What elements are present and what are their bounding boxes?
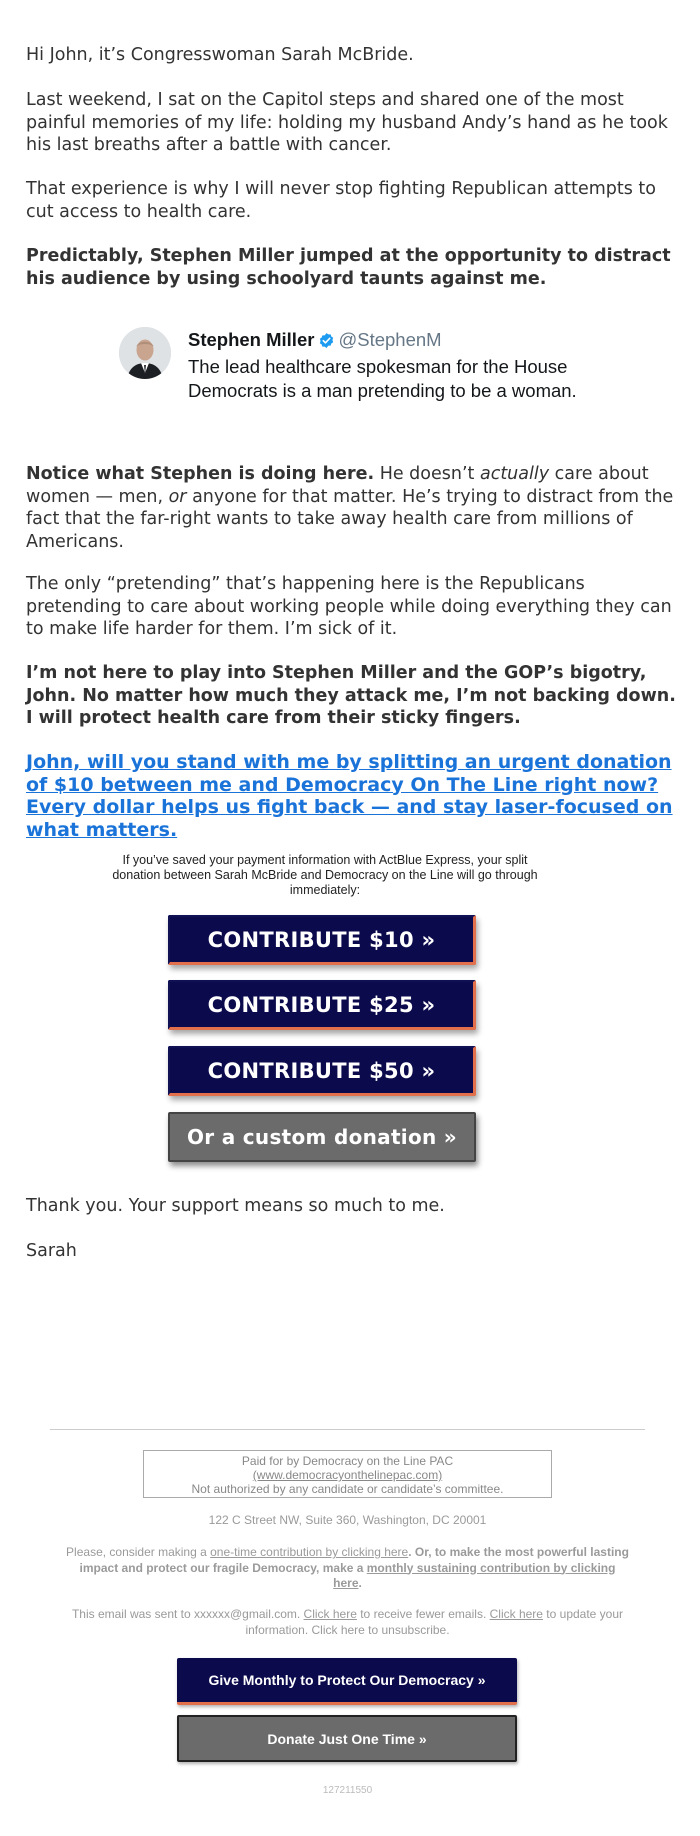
notice-text-2: care about women — men,	[26, 464, 649, 507]
avatar	[119, 327, 171, 379]
email-text-1: This email was sent to xxxxxx@gmail.com.	[71, 1607, 304, 1621]
donate-one-time-button[interactable]: Donate Just One Time »	[177, 1715, 517, 1762]
notice-italic-1: actually	[479, 464, 550, 484]
paragraph-not-backing-down: I’m not here to play into Stephen Miller and the GOP’s bigotry, John. No matter how much they attack me, I’m not backing down. I will protect health care from their sticky fingers.	[26, 663, 676, 728]
tweet-text: The lead healthcare spokesman for the House Democrats is a man pretending to be a woman.	[188, 356, 577, 401]
give-monthly-button[interactable]: Give Monthly to Protect Our Democracy »	[177, 1658, 517, 1705]
greeting: Hi John, it’s Congresswoman Sarah McBride.	[26, 45, 414, 65]
notice-text-3: anyone for that matter. He’s trying to distract from the fact that the far-right wants to take away health care from millions of Americans.	[26, 486, 674, 552]
paid-for-line: Paid for by Democracy on the Line PAC	[241, 1454, 454, 1468]
notice-italic-2: or	[168, 486, 187, 507]
paragraph-predictably: Predictably, Stephen Miller jumped at the opportunity to distract his audience by using schoolyard taunts against me.	[26, 246, 671, 289]
thank-you: Thank you. Your support means so much to me.	[26, 1196, 445, 1216]
email-text-3: to update your information. Click here to unsubscribe.	[245, 1607, 624, 1637]
one-time-contribution-link[interactable]: one-time contribution by clicking here	[210, 1545, 409, 1559]
plea-text-1: Please, consider making a	[66, 1545, 211, 1559]
mailing-address: 122 C Street NW, Suite 360, Washington, DC 20001	[208, 1513, 487, 1527]
notice-bold: Notice what Stephen is doing here.	[26, 464, 375, 484]
contribute-50-button[interactable]: CONTRIBUTE $50 »	[168, 1046, 476, 1096]
fewer-emails-link[interactable]: Click here	[303, 1607, 357, 1621]
email-id: 127211550	[322, 1785, 373, 1796]
person-avatar-icon	[119, 327, 171, 379]
verified-badge-icon	[318, 332, 335, 354]
paragraph-pretending: The only “pretending” that’s happening here is the Republicans pretending to care about working people while doing everything they can to make life harder for them. I’m sick of it.	[26, 574, 672, 639]
not-authorized-line: Not authorized by any candidate or candidate’s committee.	[191, 1482, 504, 1496]
paragraph-notice	[26, 463, 676, 553]
actblue-note: If you’ve saved your payment information with ActBlue Express, your split donation between Sarah McBride and Democracy on the Line will go through immediately:	[112, 853, 538, 897]
custom-donation-button[interactable]: Or a custom donation »	[168, 1112, 476, 1162]
donation-cta-link[interactable]: John, will you stand with me by splitting an urgent donation of $10 between me and Democracy On The Line right now? Every dollar helps us fight back — and stay laser-focused on what matters.	[26, 751, 673, 841]
tweet-header	[188, 329, 442, 354]
signature: Sarah	[26, 1241, 77, 1261]
contribute-10-button[interactable]: CONTRIBUTE $10 »	[168, 915, 476, 965]
monthly-contribution-link[interactable]: monthly sustaining contribution by clicking here	[333, 1560, 616, 1590]
tweet-handle: @StephenM	[338, 329, 442, 350]
paid-for-disclaimer	[143, 1450, 552, 1498]
pac-website-link[interactable]: (www.democracyonthelinepac.com)	[252, 1468, 443, 1482]
plea-text-2: . Or, to make the most powerful lasting impact and protect our fragile Democracy, make a	[79, 1545, 629, 1575]
contribute-25-button[interactable]: CONTRIBUTE $25 »	[168, 980, 476, 1030]
paragraph-health-care: That experience is why I will never stop fighting Republican attempts to cut access to health care.	[26, 179, 656, 222]
footer-divider	[50, 1429, 645, 1430]
plea-text-3: .	[358, 1576, 362, 1590]
paragraph-memory: Last weekend, I sat on the Capitol steps and shared one of the most painful memories of my life: holding my husband Andy’s hand as he took his last breaths after a battle with cancer.	[26, 90, 668, 155]
email-text-2: to receive fewer emails.	[356, 1607, 490, 1621]
update-info-link[interactable]: Click here	[489, 1607, 543, 1621]
contribution-plea	[64, 1545, 631, 1592]
tweet-author-name: Stephen Miller	[188, 329, 315, 350]
email-notice	[64, 1607, 631, 1638]
notice-text-1: He doesn’t	[374, 464, 480, 484]
embedded-tweet[interactable]	[119, 327, 579, 437]
